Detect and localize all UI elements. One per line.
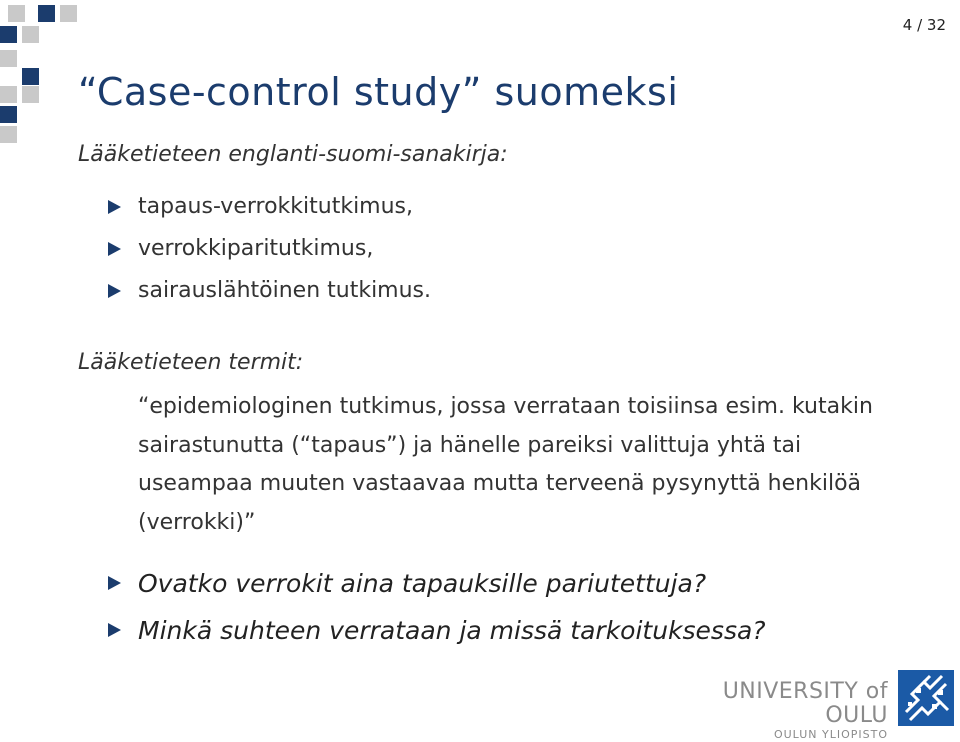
bullet-triangle-icon	[108, 200, 121, 214]
definition-quote: “epidemiologinen tutkimus, jossa verrataan toisiinsa esim. kutakin sairastunutta (“tapaus”) ja hänelle pareiksi valittuja yhtä tai useampaa muuten vastaavaa mutta terveenä pysynyttä henkilöä (verrokki)”	[138, 394, 873, 535]
list-item: tapaus-verrokkitutkimus,	[108, 186, 431, 228]
section2-label: Lääketieteen termit:	[78, 350, 304, 375]
list-item: sairauslähtöinen tutkimus.	[108, 270, 431, 312]
university-of-oulu-logo-icon	[898, 670, 954, 726]
slide-title: “Case-control study” suomeksi	[78, 70, 679, 114]
bullet-triangle-icon	[108, 623, 121, 637]
university-name: UNIVERSITY of OULU	[722, 679, 888, 728]
list-item: verrokkiparitutkimus,	[108, 228, 431, 270]
page-number: 4 / 32	[902, 16, 946, 34]
university-name-finnish: OULUN YLIOPISTO	[773, 728, 888, 741]
dictionary-translations-list	[108, 186, 431, 312]
bullet-triangle-icon	[108, 284, 121, 298]
list-item: Ovatko verrokit aina tapauksille pariutettuja?	[108, 560, 766, 607]
section1-label: Lääketieteen englanti-suomi-sanakirja:	[78, 142, 508, 167]
list-item: Minkä suhteen verrataan ja missä tarkoituksessa?	[108, 607, 766, 654]
university-wordmark	[658, 680, 888, 742]
bullet-triangle-icon	[108, 576, 121, 590]
bullet-triangle-icon	[108, 242, 121, 256]
questions-list	[108, 560, 766, 654]
